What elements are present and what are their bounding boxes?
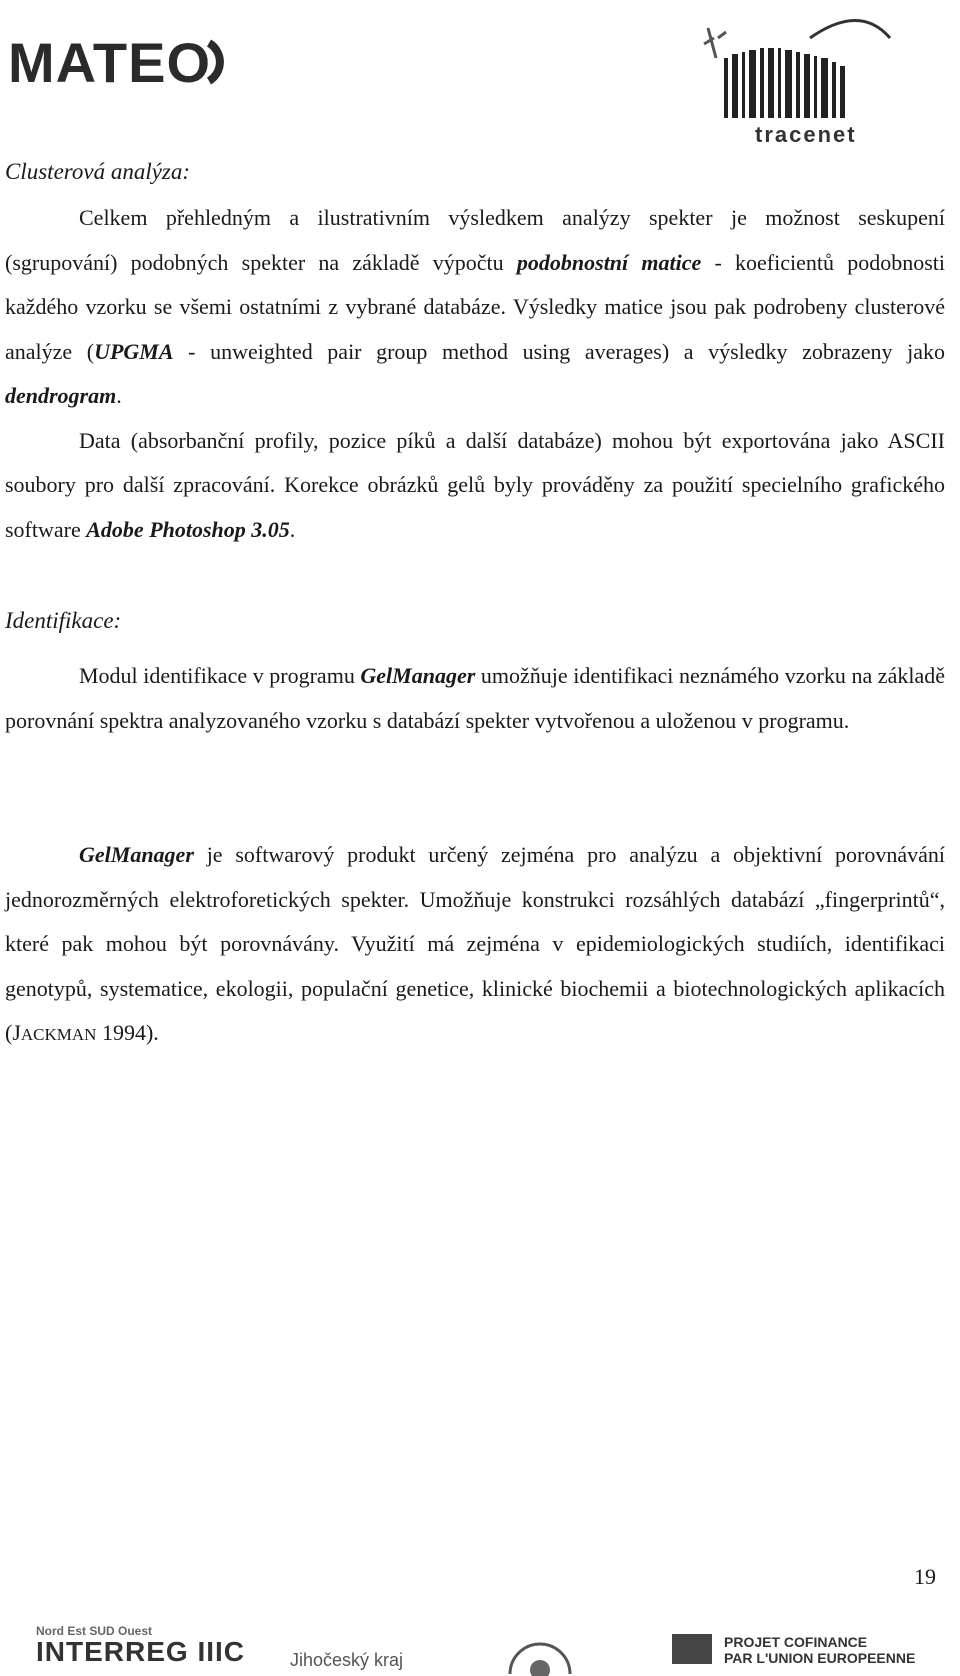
eu-flag-icon <box>672 1634 712 1664</box>
tracenet-logo <box>700 8 940 148</box>
emphasis-term: Adobe Photoshop 3.05 <box>86 516 290 542</box>
mateo-logo-text: MATEO <box>8 30 212 94</box>
mateo-arc-icon <box>203 37 237 87</box>
emphasis-term: dendrogram <box>5 383 117 408</box>
tracenet-barcode-icon <box>700 8 940 128</box>
identifikace-body <box>5 654 945 743</box>
citation-author-smallcaps: ACKMAN <box>20 1025 97 1044</box>
identifikace-heading: Identifikace: <box>5 608 122 633</box>
jihocesky-kraj-logo: Jihočeský kraj <box>290 1650 404 1670</box>
clusterova-analyza-body <box>5 196 945 552</box>
tracenet-logo-text: tracenet <box>755 122 857 147</box>
citation-author: J <box>12 1020 21 1045</box>
text-run: . <box>289 516 296 542</box>
page-number: 19 <box>914 1564 936 1589</box>
emphasis-term: GelManager <box>79 842 194 867</box>
paragraph <box>5 833 945 1058</box>
interreg-logo: INTERREG IIIC <box>36 1636 246 1667</box>
text-run: je softwarový produkt určený zejména pro analýzu a objektivní porovnávání jednorozměrných elektroforetických spekter. Umožňuje konstrukci rozsáhlých databází „fingerprintů“, které pak mohou být porovnávány. Využití má zejména v epidemiologických studiích, identifikaci genotypů, systematice, ekologii, populační genetice, klinické biochemii a biotechnologických aplikacích ( <box>5 842 945 1045</box>
paragraph <box>5 654 945 743</box>
text-run: . <box>116 383 122 408</box>
interreg-tagline: Nord Est SUD Ouest <box>36 1624 153 1638</box>
paragraph <box>5 419 945 553</box>
text-run: - koeficientů podobnosti každého vzorku se všemi ostatními z vybrané databáze. Výsledky matice jsou pak podrobeny clusterové analýze ( <box>5 249 945 364</box>
gelmanager-body <box>5 833 945 1058</box>
projet-line-2: PAR L'UNION EUROPEENNE <box>724 1650 916 1666</box>
text-run: 1994). <box>96 1020 159 1045</box>
text-run: umožňuje identifikaci neznámého vzorku na základě porovnání spektra analyzovaného vzorku s databází spekter vytvořenou a uloženou v programu. <box>5 663 945 733</box>
text-run: Celkem přehledným a ilustrativním výsledkem analýzy spekter je možnost seskupení (sgrupování) podobných spekter na základě výpočtu <box>5 205 945 275</box>
projet-cofinance-text <box>724 1634 915 1666</box>
clusterova-analyza-heading: Clusterová analýza: <box>5 159 191 184</box>
emphasis-term: GelManager <box>360 663 476 688</box>
ministry-seal-icon <box>505 1626 575 1676</box>
text-run: Data (absorbanční profily, pozice píků a další databáze) mohou být exportována jako ASCII soubory pro další zpracování. Korekce obrázků gelů byly prováděny za použití specielního grafického software <box>5 427 945 542</box>
footer-logos <box>0 1622 960 1676</box>
paragraph <box>5 196 945 419</box>
projet-line-1: PROJET COFINANCE <box>724 1634 868 1650</box>
text-run: Modul identifikace v programu <box>79 663 361 688</box>
text-run: - unweighted pair group method using averages) a výsledky zobrazeny jako <box>173 338 945 364</box>
mateo-logo <box>8 22 237 102</box>
emphasis-term: podobnostní matice <box>516 249 702 275</box>
emphasis-term: UPGMA <box>94 338 174 364</box>
